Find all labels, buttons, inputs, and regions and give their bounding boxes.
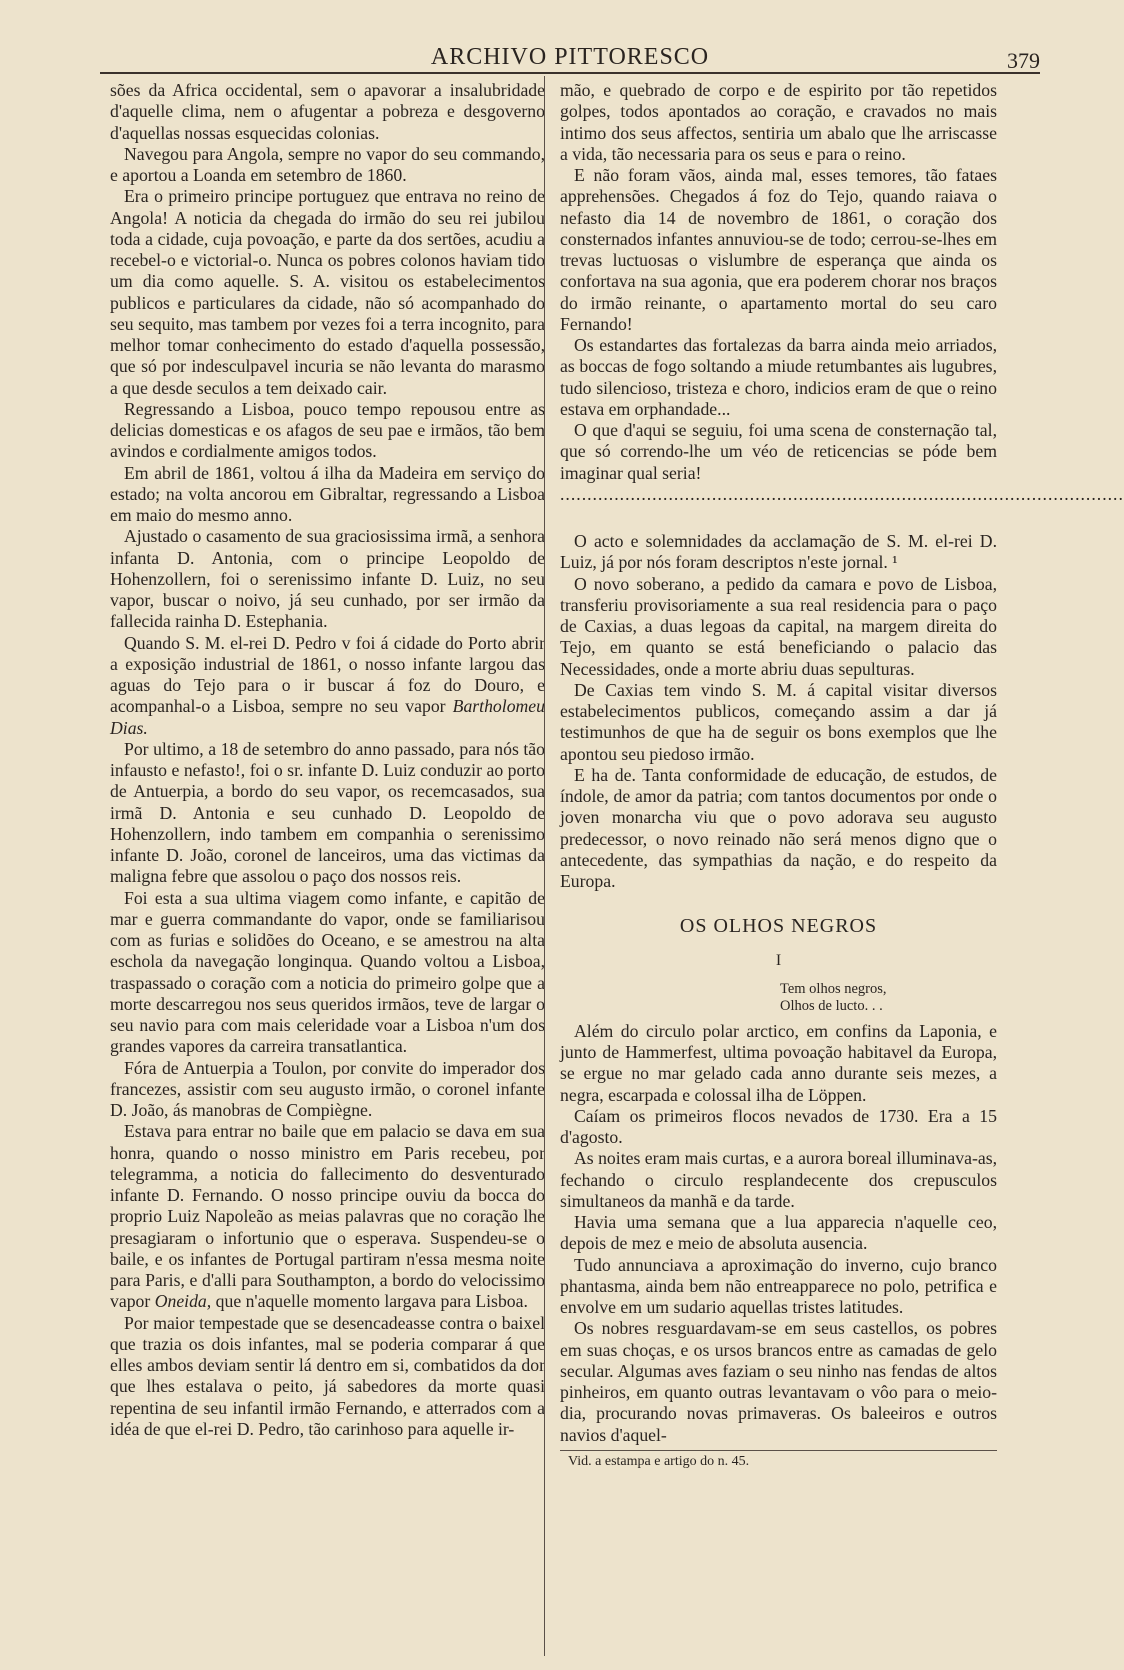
right-column xyxy=(560,80,1124,1470)
column-divider xyxy=(544,76,545,1656)
chapter-number: I xyxy=(775,951,782,969)
paragraph: Havia uma semana que a lua apparecia n'aquelle ceo, depois de mez e meio de absoluta ausencia. xyxy=(560,1212,997,1254)
paragraph: De Caxias tem vindo S. M. á capital visitar diversos estabelecimentos publicos, começando assim a dar já testimunhos de que ha de seguir os bons exemplos que lhe apontou seu piedoso irmão. xyxy=(560,679,997,764)
footnote-rule xyxy=(560,1450,997,1451)
paragraph: Fóra de Antuerpia a Toulon, por convite do imperador dos francezes, assistir com seu augusto irmão, o coronel infante D. João, ás manobras de Compiègne. xyxy=(110,1057,545,1120)
paragraph-text: Quando S. M. el-rei D. Pedro v foi á cidade do Porto abrir a exposição industrial de 1861, o nosso infante largou das aguas do Tejo para o ir buscar á foz do Douro, e acompanhal-o a Lisboa, sempre no seu vapor xyxy=(110,632,545,717)
paragraph: Ajustado o casamento de sua graciosissima irmã, a senhora infanta D. Antonia, com o principe Leopoldo de Hohenzollern, foi o serenissimo infante D. Luiz, no seu vapor, buscar o noivo, já seu cunhado, por ser irmão da fallecida rainha D. Estephania. xyxy=(110,526,545,632)
paragraph: mão, e quebrado de corpo e de espirito por tão repetidos golpes, todos apontados ao coração, e cravados no mais intimo dos seus affectos, sentiria um abalo que lhe arriscasse a vida, tão necessaria para os seus e para o reino. xyxy=(560,80,997,164)
running-title: ARCHIVO PITTORESCO xyxy=(430,44,710,70)
spacer xyxy=(560,505,997,531)
paragraph: sões da Africa occidental, sem o apavorar a insalubridade d'aquelle clima, nem o afugentar a pobreza e desgoverno d'aquellas nossas esquecidas colonias. xyxy=(110,80,545,143)
paragraph: Além do circulo polar arctico, em confins da Laponia, e junto de Hammerfest, ultima povoação habitavel da Europa, se ergue no mar gelado cada anno durante seis mezes, a negra, escarpada e colossal ilha de Löppen. xyxy=(560,1020,997,1105)
header-rule xyxy=(100,72,1040,74)
page-number: 379 xyxy=(1007,48,1040,73)
ship-name: Oneida, xyxy=(154,1291,212,1312)
paragraph: O novo soberano, a pedido da camara e povo de Lisboa, transferiu provisoriamente a sua real residencia para o paço de Caxias, a duas legoas da capital, na margem direita do Tejo, em quanto se está beneficiando o palacio das Necessidades, onde a morte abriu duas sepulturas. xyxy=(560,573,997,679)
paragraph: Os nobres resguardavam-se em seus castellos, os pobres em suas choças, e os ursos brancos entre as camadas de gelo secular. Algumas aves faziam o seu ninho nas fendas de altos pinheiros, em quanto outras levantavam o vôo para o meio-dia, procurando novas primaveras. Os baleeiros e outros navios d'aquel- xyxy=(560,1318,997,1445)
paragraph: O acto e solemnidades da acclamação de S. M. el-rei D. Luiz, já por nós foram descriptos n'este jornal. ¹ xyxy=(560,531,997,573)
epigraph-line: Olhos de lucto. . . xyxy=(780,997,883,1014)
paragraph: Os estandartes das fortalezas da barra ainda meio arriados, as boccas de fogo soltando a miude retumbantes ais lugubres, tudo silencioso, tristeza e choro, indicios eram de que o reino estava em orphandade... xyxy=(560,335,997,419)
paragraph: Regressando a Lisboa, pouco tempo repousou entre as delicias domesticas e os afagos de seu pae e irmãos, tão bem avindos e cordialmente amigos todos. xyxy=(110,398,545,462)
ellipsis-line: ........................................................................................................ xyxy=(560,483,1124,504)
paragraph xyxy=(110,1121,545,1312)
ship-name: Bartholomeu Dias. xyxy=(110,696,545,738)
paragraph: Foi esta a sua ultima viagem como infante, e capitão de mar e guerra commandante do vapor, onde se familiarisou com as furias e solidões do Oceano, e se amestrou na alta eschola da navegação longinqua. Quando voltou a Lisboa, traspassado o coração com a noticia do primeiro golpe que a morte descarregou nos seus queridos irmãos, teve de largar o seu navio para com mais celeridade voar a Lisboa n'um dos grandes vapores da carreira transatlantica. xyxy=(110,887,545,1057)
paragraph: Era o primeiro principe portuguez que entrava no reino de Angola! A noticia da chegada do irmão do seu rei jubilou toda a cidade, cuja povoação, e parte da dos sertões, acudiu a recebel-o e victorial-o. Nunca os pobres colonos haviam tido um dia como aquelle. S. A. visitou os estabelecimentos publicos e particulares da cidade, não só acompanhado do seu sequito, mas tambem por vezes foi a terra incognito, para melhor tomar conhecimento do estado d'aquella possessão, que só por indesculpavel incuria se não levanta do marasmo a que desde seculos a tem deixado cair. xyxy=(110,186,545,398)
paragraph: O que d'aqui se seguiu, foi uma scena de consternação tal, que só correndo-lhe um véo de reticencias se póde bem imaginar qual seria! xyxy=(560,420,997,483)
epigraph-line: Tem olhos negros, xyxy=(780,980,887,997)
left-column xyxy=(110,80,545,1440)
section-title: OS OLHOS NEGROS xyxy=(679,915,878,938)
paragraph: As noites eram mais curtas, e a aurora boreal illuminava-as, fechando o circulo resplandecente dos crepusculos simultaneos da manhã e da tarde. xyxy=(560,1148,997,1211)
paragraph xyxy=(110,633,545,739)
paragraph: Tudo annunciava a aproximação do inverno, cujo branco phantasma, ainda bem não entreapparece no polo, petrifica e envolve em um sudario aquellas tristes latitudes. xyxy=(560,1254,997,1317)
paragraph: Caíam os primeiros flocos nevados de 1730. Era a 15 d'agosto. xyxy=(560,1105,997,1147)
paragraph: Por ultimo, a 18 de setembro do anno passado, para nós tão infausto e nefasto!, foi o sr. infante D. Luiz conduzir ao porto de Antuerpia, a bordo do seu vapor, os recemcasados, sua irmã D. Antonia e seu cunhado D. Leopoldo de Hohenzollern, indo tambem em companhia o serenissimo infante D. João, coronel de lanceiros, uma das victimas da maligna febre que assolou o paço dos nossos reis. xyxy=(110,738,545,887)
paragraph-text: Estava para entrar no baile que em palacio se dava em sua honra, quando o nosso ministro em Paris recebeu, por telegramma, a noticia do fallecimento do desventurado infante D. Fernando. O nosso principe ouviu da bocca do proprio Luiz Napoleão as meias palavras que no coração lhe presagiaram o infortunio que o esperava. Suspendeu-se o baile, e os infantes de Portugal partiram n'essa mesma noite para Paris, e d'alli para Southampton, a bordo do velocissimo vapor xyxy=(110,1121,545,1312)
paragraph: E ha de. Tanta conformidade de educação, de estudos, de índole, de amor da patria; com tantos documentos por onde o joven monarcha viu que o povo adorava seu augusto predecessor, o novo reinado não será menos digno que o antecedente, das sympathias da nação, e do respeito da Europa. xyxy=(560,764,997,891)
paragraph: Por maior tempestade que se desencadeasse contra o baixel que trazia os dois infantes, mal se poderia comparar á que elles ambos deviam sentir lá dentro em si, combatidos da dor que lhes estalava o peito, já sabedores da morte quasi repentina de seu infantil irmão Fernando, e atterrados com a idéa de que el-rei D. Pedro, tão carinhoso para aquelle ir- xyxy=(110,1312,545,1439)
paragraph: E não foram vãos, ainda mal, esses temores, tão fataes apprehensões. Chegados á foz do Tejo, quando raiava o nefasto dia 14 de novembro de 1861, o coração dos consternados infantes annuviou-se de todo; cerrou-se-lhes em trevas luctuosas o vislumbre de esperança que ainda os confortava na sua agonia, que era poderem chorar nos braços do irmão reinante, o apartamento mortal do seu caro Fernando! xyxy=(560,165,997,334)
page-header xyxy=(100,40,1040,74)
paragraph-text: que n'aquelle momento largava para Lisboa. xyxy=(215,1291,528,1312)
paragraph: Em abril de 1861, voltou á ilha da Madeira em serviço do estado; na volta ancorou em Gibraltar, regressando a Lisboa em maio do mesmo anno. xyxy=(110,462,545,525)
paragraph: Navegou para Angola, sempre no vapor do seu commando, e aportou a Loanda em setembro de 1860. xyxy=(110,143,545,185)
footnote: Vid. a estampa e artigo do n. 45. xyxy=(568,1453,750,1469)
